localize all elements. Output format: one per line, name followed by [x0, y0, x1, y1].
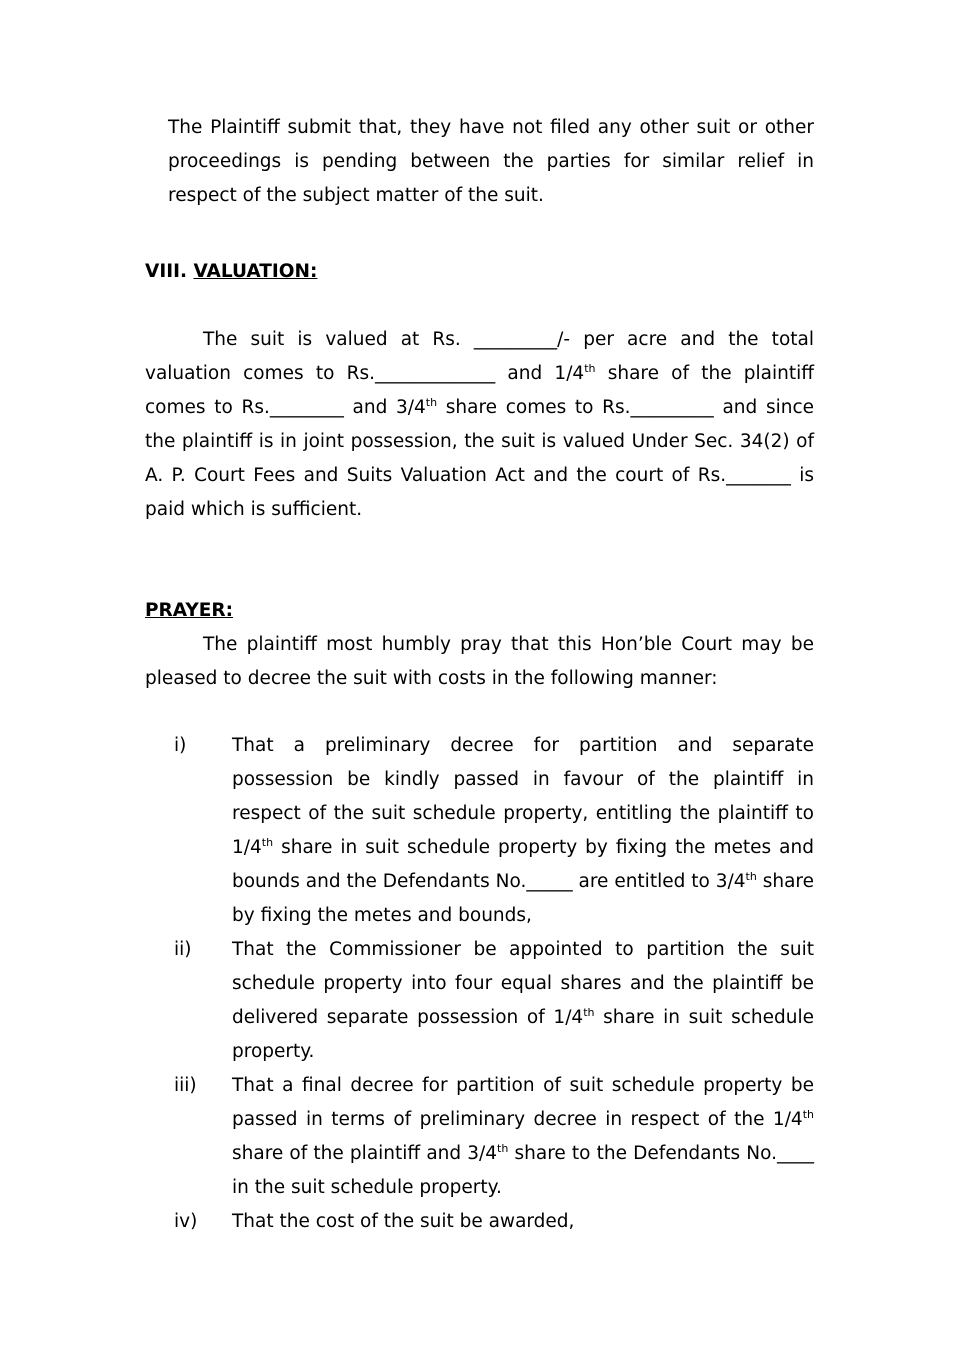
list-item-text-part: That a preliminary decree for partition and separate possession be kindly passed in favour of the plaintiff in respect of the suit schedule property, entitling the plaintiff to 1/4	[232, 735, 814, 858]
valuation-text-1: The suit is valued at Rs. _________/- per acre and the total valuation comes to Rs._____________ and 1/4	[145, 329, 814, 384]
valuation-heading	[145, 255, 814, 289]
superscript-th: th	[497, 1142, 509, 1155]
list-item	[145, 933, 814, 1069]
list-item-text	[232, 1205, 814, 1239]
list-item-text-part: share by fixing the metes and bounds,	[232, 871, 815, 926]
valuation-text-2: share of the plaintiff comes to Rs.________ and 3/4	[145, 363, 814, 418]
list-item-number: iv)	[174, 1211, 198, 1232]
prayer-paragraph: The plaintiff most humbly pray that this Hon’ble Court may be pleased to decree the suit with costs in the following manner:	[145, 634, 814, 689]
list-item-text-part: That the Commissioner be appointed to partition the suit schedule property into four equal shares and the plaintiff be delivered separate possession of 1/4	[232, 939, 814, 1028]
superscript-th: th	[425, 396, 438, 409]
valuation-paragraph-block	[145, 323, 814, 527]
valuation-number: VIII.	[145, 261, 187, 282]
list-item-number: ii)	[174, 939, 192, 960]
list-item-number: iii)	[174, 1075, 197, 1096]
prayer-heading	[145, 594, 814, 628]
list-item	[145, 1069, 814, 1205]
list-item-text-part: That the cost of the suit be awarded,	[232, 1211, 575, 1232]
list-item-text-part: share in suit schedule property by fixing the metes and bounds and the Defendants No._____ are entitled to 3/4	[232, 837, 814, 892]
list-item-text-part: share of the plaintiff and 3/4	[232, 1143, 498, 1164]
list-item	[145, 729, 814, 933]
superscript-th: th	[802, 1108, 814, 1121]
prayer-list	[145, 729, 814, 1239]
list-item-text-part: share to the Defendants No.____ in the suit schedule property.	[232, 1143, 814, 1198]
superscript-th: th	[583, 1006, 595, 1019]
valuation-text-3: share comes to Rs._________ and since the plaintiff is in joint possession, the suit is valued Under Sec. 34(2) of A. P. Court Fees and Suits Valuation Act and the court of Rs._______ is paid which is sufficient.	[145, 397, 814, 520]
prayer-paragraph-block	[145, 628, 814, 696]
valuation-title: VALUATION:	[193, 261, 318, 282]
list-item-text	[232, 1069, 814, 1205]
prayer-title: PRAYER:	[145, 600, 234, 621]
superscript-th: th	[745, 870, 757, 883]
list-item-text	[232, 933, 814, 1069]
list-item-text-part: That a final decree for partition of suit schedule property be passed in terms of preliminary decree in respect of the 1/4	[232, 1075, 814, 1130]
superscript-th: th	[261, 836, 274, 849]
list-item-number: i)	[174, 735, 187, 756]
list-item-text-part: share in suit schedule property.	[232, 1007, 814, 1062]
list-item	[145, 1205, 814, 1239]
list-item-text	[232, 729, 814, 933]
valuation-paragraph	[145, 323, 814, 527]
superscript-th: th	[584, 362, 596, 375]
intro-paragraph: The Plaintiff submit that, they have not filed any other suit or other proceedings is pending between the parties for similar relief in respect of the subject matter of the suit.	[168, 117, 814, 206]
intro-paragraph-block	[168, 111, 814, 213]
